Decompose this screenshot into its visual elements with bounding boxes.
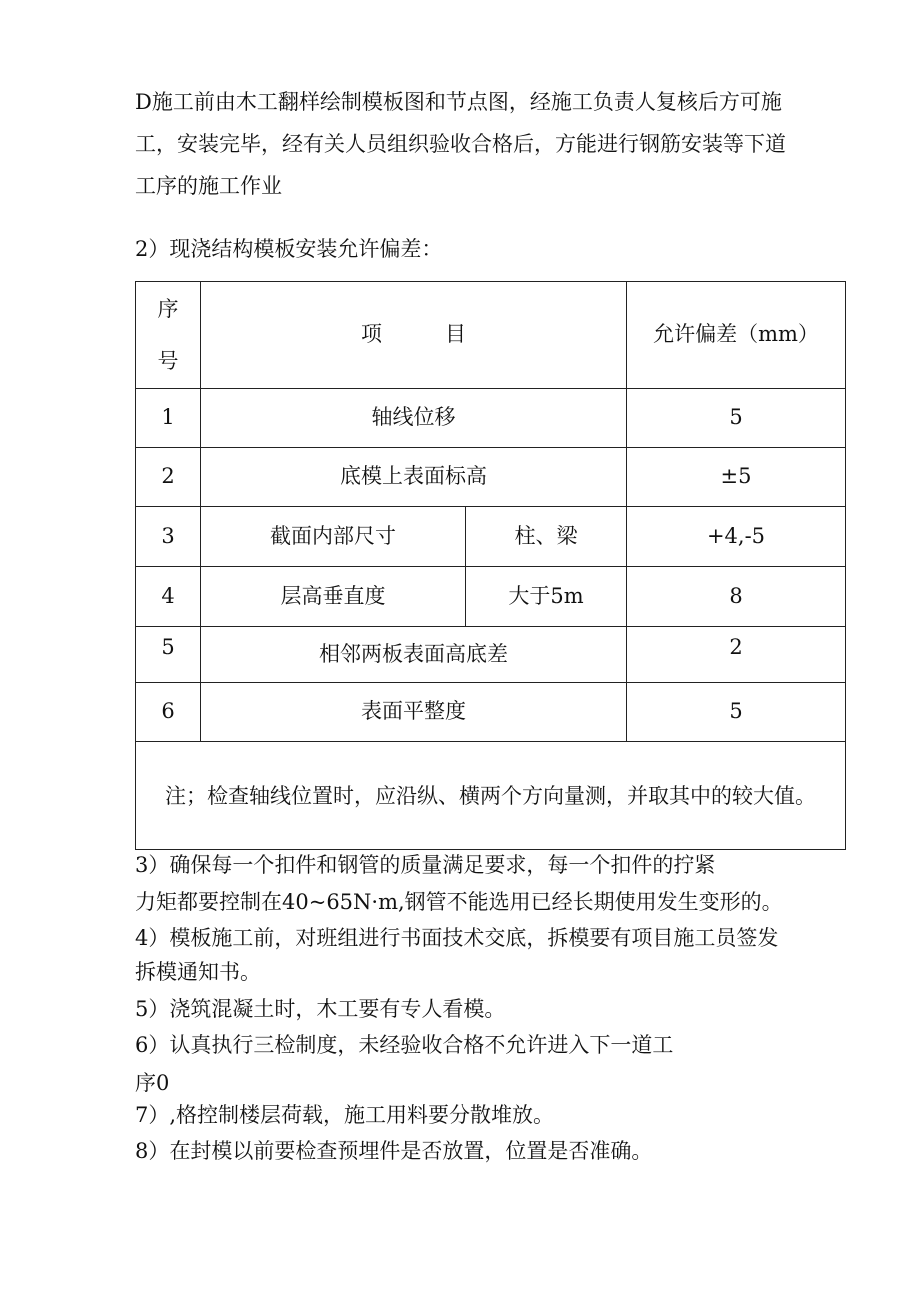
paragraph-line: 8）在封模以前要检查预埋件是否放置，位置是否准确。 — [135, 1139, 653, 1163]
table-row — [136, 507, 846, 567]
paragraph-line: 6）认真执行三检制度，未经验收合格不允许进入下一道工 — [135, 1033, 674, 1057]
table-row — [136, 389, 846, 448]
row-item: 底模上表面标高 — [201, 448, 627, 507]
row-seq: 2 — [136, 448, 201, 507]
table-note-row — [136, 742, 846, 850]
row-seq: 6 — [136, 683, 201, 742]
row-value: 2 — [627, 627, 846, 683]
paragraph-line: D施工前由木工翻样绘制模板图和节点图，经施工负责人复核后方可施 — [135, 90, 782, 114]
row-item: 轴线位移 — [201, 389, 627, 448]
paragraph-line: 力矩都要控制在40~65N·m,钢管不能选用已经长期使用发生变形的。 — [135, 890, 783, 914]
paragraph-line: 7）,格控制楼层荷载，施工用料要分散堆放。 — [135, 1103, 555, 1127]
paragraph-line: 工序的施工作业 — [135, 174, 282, 198]
row-item: 表面平整度 — [201, 683, 627, 742]
row-value: ±5 — [627, 448, 846, 507]
row-value: +4,-5 — [627, 507, 846, 567]
section-heading: 2）现浇结构模板安装允许偏差： — [135, 237, 443, 261]
tolerance-table — [135, 281, 846, 850]
table-note: 注；检查轴线位置时，应沿纵、横两个方向量测，并取其中的较大值。 — [136, 742, 846, 850]
header-seq-char: 号 — [157, 349, 179, 373]
table-row — [136, 627, 846, 683]
row-sub: 柱、梁 — [466, 507, 627, 567]
paragraph-line: 拆模通知书。 — [135, 960, 261, 984]
table-row — [136, 683, 846, 742]
row-seq: 1 — [136, 389, 201, 448]
row-item: 层高垂直度 — [201, 567, 466, 627]
row-seq: 3 — [136, 507, 201, 567]
row-value: 8 — [627, 567, 846, 627]
row-seq: 5 — [136, 627, 201, 683]
header-item-cell: 项 目 — [201, 282, 627, 389]
paragraph-line: 序0 — [135, 1071, 170, 1095]
header-tolerance-cell: 允许偏差（mm） — [627, 282, 846, 389]
table-row — [136, 448, 846, 507]
row-value: 5 — [627, 389, 846, 448]
header-seq-char: 序 — [157, 297, 179, 321]
row-item: 相邻两板表面高底差 — [201, 627, 627, 683]
table-header-row — [136, 282, 846, 389]
paragraph-line: 工，安装完毕，经有关人员组织验收合格后，方能进行钢筋安装等下道 — [135, 132, 786, 156]
row-sub: 大于5m — [466, 567, 627, 627]
paragraph-line: 5）浇筑混凝土时，木工要有专人看模。 — [135, 997, 506, 1021]
row-seq: 4 — [136, 567, 201, 627]
row-value: 5 — [627, 683, 846, 742]
paragraph-line: 4）模板施工前，对班组进行书面技术交底，拆模要有项目施工员签发 — [135, 926, 779, 950]
paragraph-line: 3）确保每一个扣件和钢管的质量满足要求，每一个扣件的拧紧 — [135, 853, 716, 877]
row-item: 截面内部尺寸 — [201, 507, 466, 567]
table-row — [136, 567, 846, 627]
header-seq-cell — [136, 282, 201, 389]
